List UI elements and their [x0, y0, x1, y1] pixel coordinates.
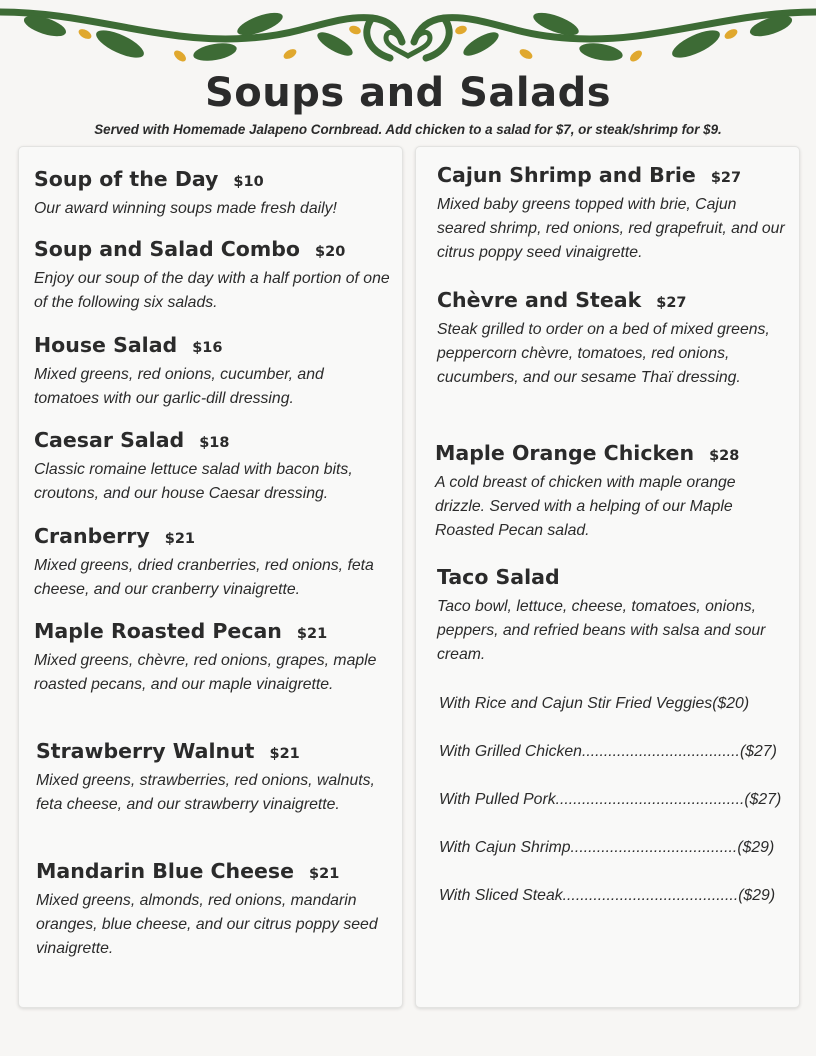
- menu-item-taco-salad: [437, 565, 789, 667]
- item-price: $21: [309, 866, 340, 882]
- item-description: Mixed greens, red onions, cucumber, and tomatoes with our garlic-dill dressing.: [34, 366, 324, 407]
- menu-item-mandarin-blue-cheese: [36, 859, 392, 961]
- item-name: Cajun Shrimp and Brie: [437, 163, 696, 187]
- menu-item-strawberry-walnut: [36, 739, 392, 817]
- item-name: House Salad: [34, 333, 178, 357]
- item-price: $21: [164, 531, 196, 547]
- left-menu-card: [18, 146, 403, 1008]
- item-price: $28: [709, 448, 740, 464]
- item-description: Mixed greens, strawberries, red onions, walnuts, feta cheese, and our strawberry vinaigrette.: [36, 772, 375, 813]
- item-name: Soup of the Day: [34, 167, 219, 191]
- item-description: Steak grilled to order on a bed of mixed greens, peppercorn chèvre, tomatoes, red onions, cucumbers, and our sesame Thaï dressing.: [437, 321, 770, 386]
- item-name: Maple Orange Chicken: [435, 441, 695, 465]
- page-subtitle: Served with Homemade Jalapeno Cornbread. Add chicken to a salad for $7, or steak/shrimp for $9.: [94, 122, 722, 137]
- item-name: Chèvre and Steak: [437, 288, 642, 312]
- item-name: Cranberry: [34, 524, 150, 548]
- item-description: Enjoy our soup of the day with a half portion of one of the following six salads.: [34, 270, 390, 311]
- item-description: Our award winning soups made fresh daily!: [34, 200, 337, 217]
- item-name: Mandarin Blue Cheese: [36, 859, 295, 883]
- item-description: A cold breast of chicken with maple orange drizzle. Served with a helping of our Maple Roasted Pecan salad.: [435, 474, 736, 539]
- menu-item-chevre-and-steak: [437, 288, 789, 390]
- menu-item-soup-and-salad-combo: [34, 237, 392, 315]
- item-name: Taco Salad: [437, 565, 560, 589]
- item-description: Mixed greens, chèvre, red onions, grapes, maple roasted pecans, and our maple vinaigrette.: [34, 652, 377, 693]
- item-price: $10: [233, 174, 264, 190]
- item-description: Mixed baby greens topped with brie, Cajun seared shrimp, red onions, red grapefruit, and our citrus poppy seed vinaigrette.: [437, 196, 785, 261]
- menu-item-cranberry: [34, 524, 392, 602]
- item-price: $16: [192, 340, 223, 356]
- item-name: Caesar Salad: [34, 428, 185, 452]
- menu-item-cajun-shrimp-and-brie: [437, 163, 789, 265]
- item-name: Maple Roasted Pecan: [34, 619, 282, 643]
- taco-option: With Cajun Shrimp......................................($29): [439, 839, 775, 856]
- item-description: Taco bowl, lettuce, cheese, tomatoes, onions, peppers, and refried beans with salsa and sour cream.: [437, 598, 766, 663]
- menu-item-caesar-salad: [34, 428, 392, 506]
- item-description: Mixed greens, dried cranberries, red onions, feta cheese, and our cranberry vinaigrette.: [34, 557, 374, 598]
- item-price: $27: [710, 170, 742, 186]
- taco-option: With Grilled Chicken....................................($27): [439, 743, 777, 760]
- item-description: Mixed greens, almonds, red onions, mandarin oranges, blue cheese, and our citrus poppy seed vinaigrette.: [36, 892, 378, 957]
- taco-option: With Sliced Steak........................................($29): [439, 887, 776, 904]
- item-name: Strawberry Walnut: [36, 739, 255, 763]
- taco-option: With Rice and Cajun Stir Fried Veggies($20): [439, 695, 750, 712]
- menu-item-soup-of-the-day: [34, 167, 392, 221]
- item-price: $21: [269, 746, 300, 762]
- page-title: Soups and Salads: [204, 70, 612, 116]
- menu-item-house-salad: [34, 333, 392, 411]
- vine-ornament: [0, 0, 816, 80]
- menu-item-maple-orange-chicken: [435, 441, 789, 543]
- item-price: $18: [199, 435, 230, 451]
- menu-item-maple-roasted-pecan: [34, 619, 392, 697]
- taco-option: With Pulled Pork...........................................($27): [439, 791, 782, 808]
- item-price: $27: [656, 295, 687, 311]
- item-price: $20: [315, 244, 346, 260]
- item-description: Classic romaine lettuce salad with bacon bits, croutons, and our house Caesar dressing.: [34, 461, 353, 502]
- item-price: $21: [296, 626, 328, 642]
- right-menu-card: [415, 146, 800, 1008]
- item-name: Soup and Salad Combo: [34, 237, 301, 261]
